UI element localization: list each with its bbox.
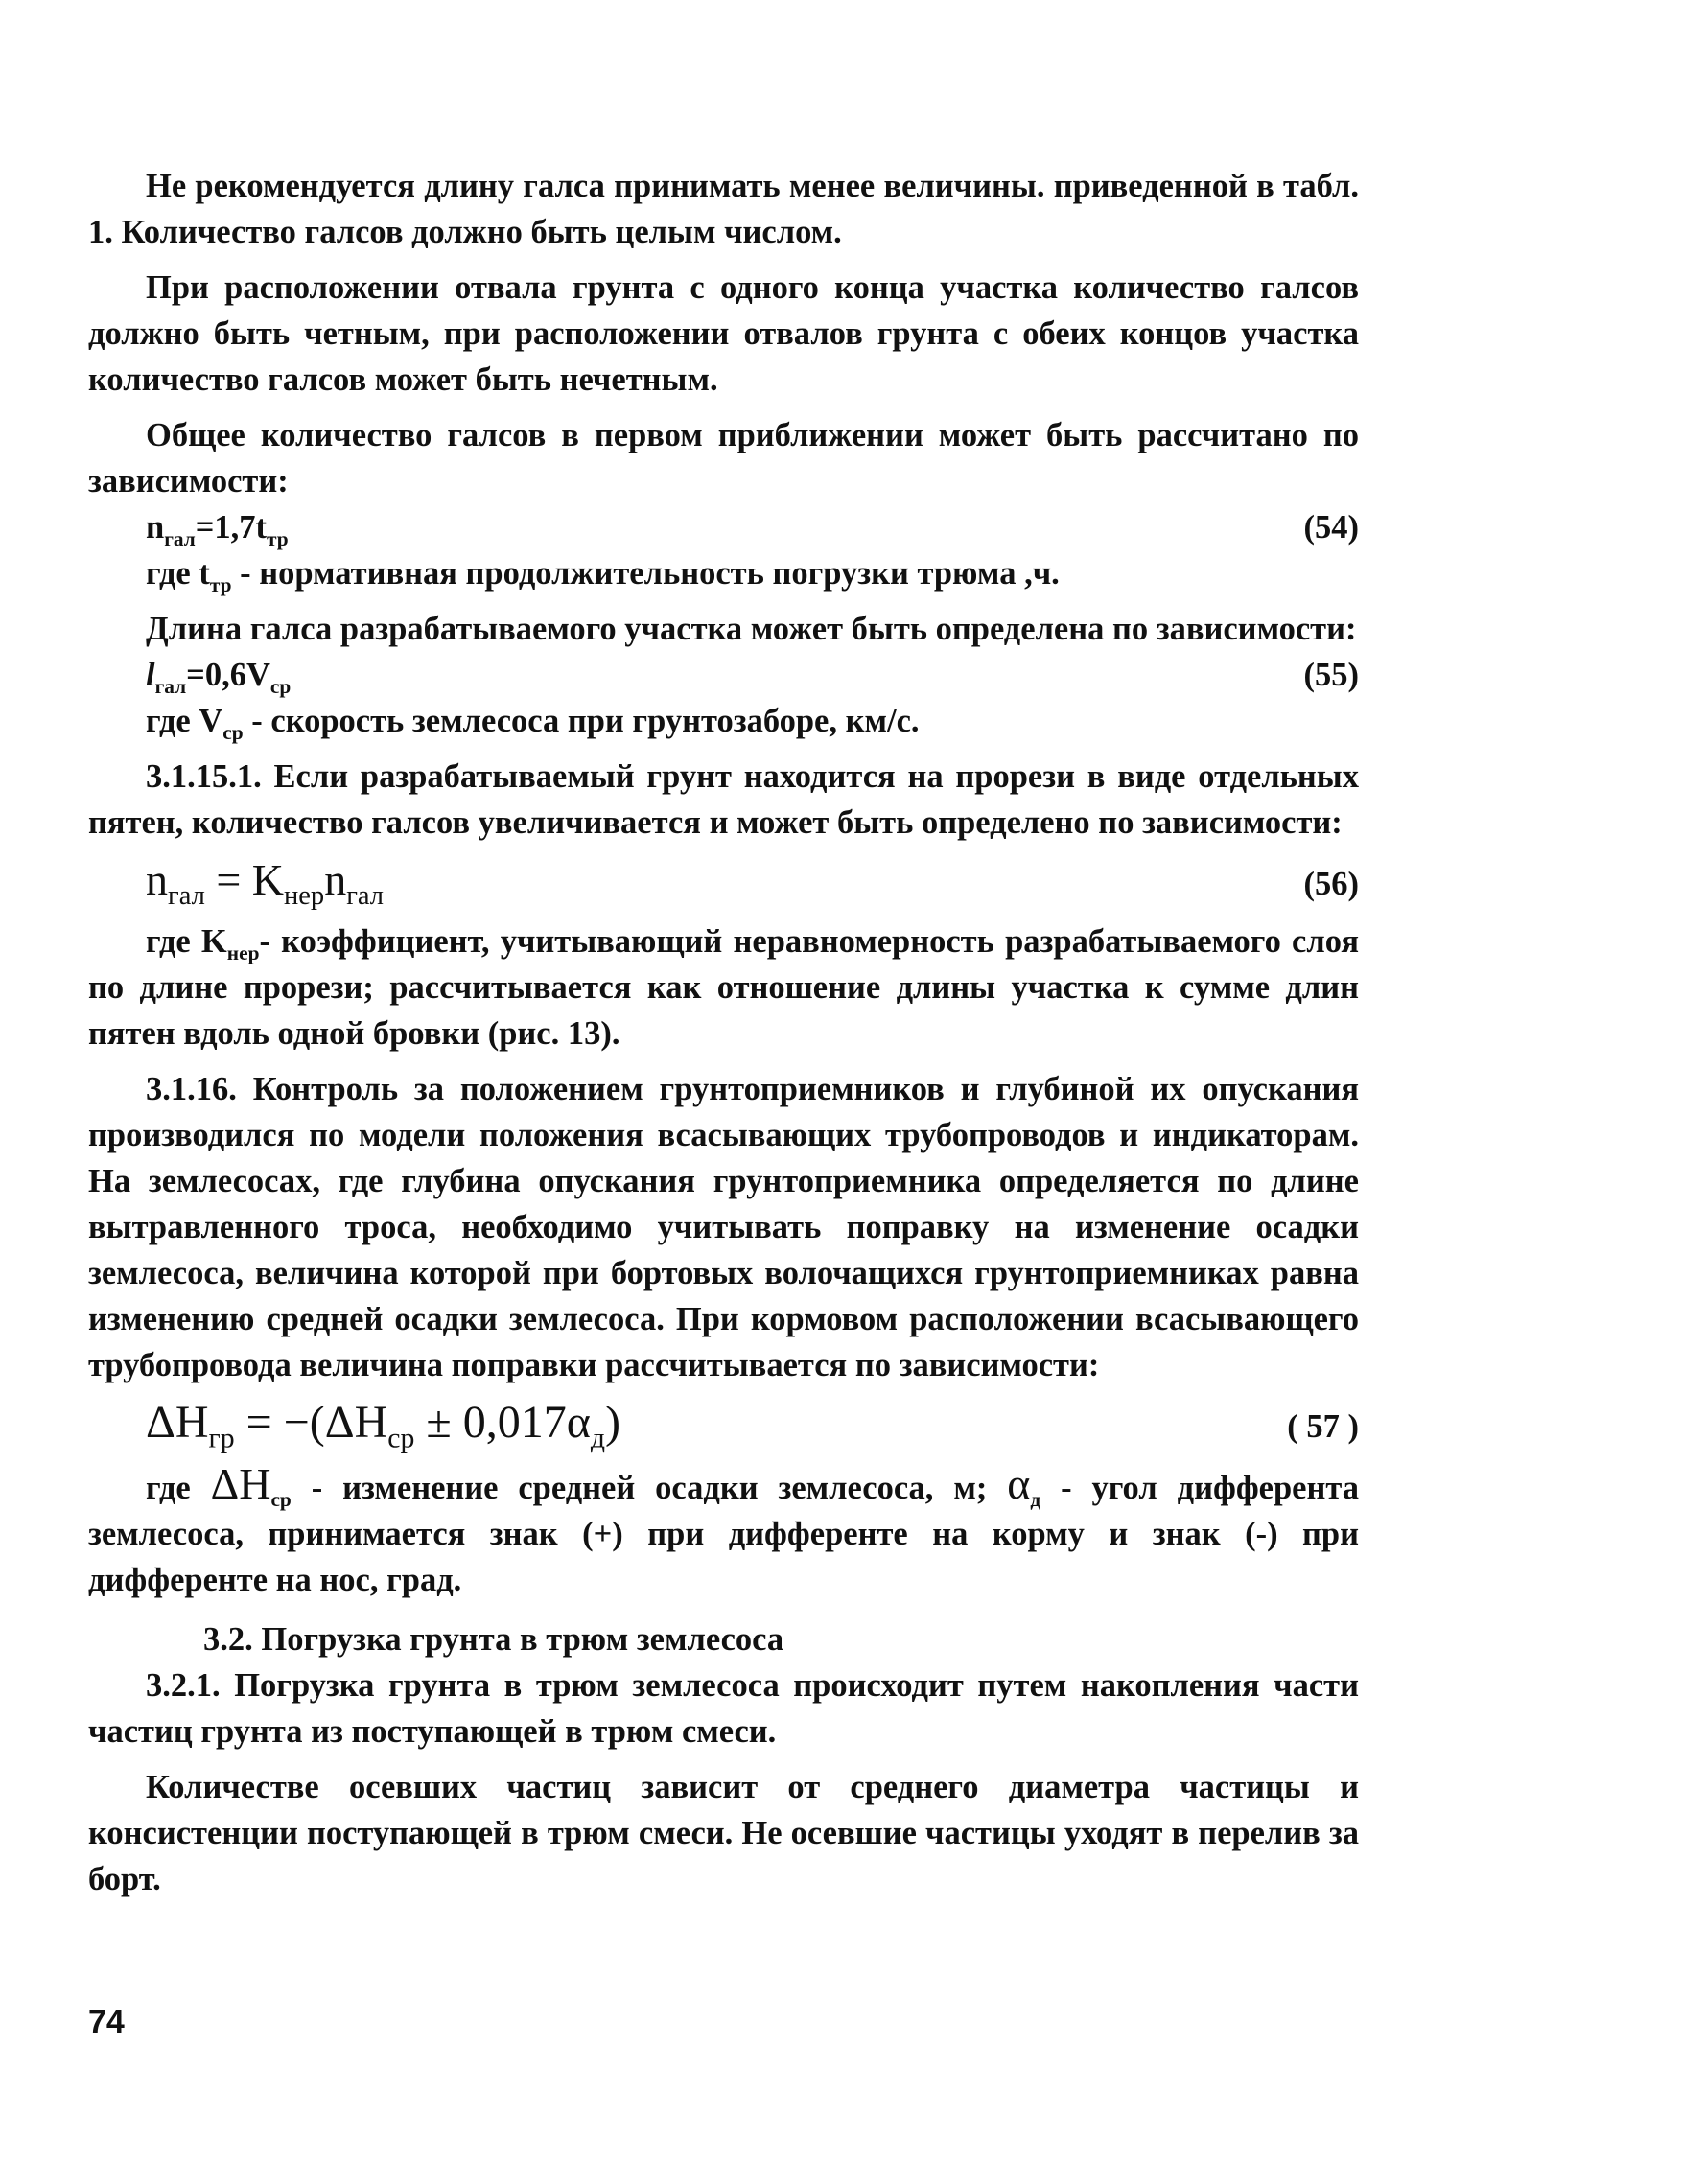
paragraph-1: Не рекомендуется длину галса принимать менее величины. приведенной в табл. 1. Количество галсов должно быть целым числом. (88, 168, 1359, 250)
formula-54-number: (54) (1303, 509, 1359, 546)
paragraph-12: Количестве осевших частиц зависит от среднего диаметра частицы и консистенции поступающей в трюм смеси. Не осевшие частицы уходят в перелив за борт. (88, 1769, 1359, 1897)
formula-55-expr: $l_{гал}=0,6V_{ср}$ (146, 657, 292, 698)
paragraph-4: где $t_{тр}$ - нормативная продолжительность погрузки трюма ,ч. (146, 555, 1060, 596)
formula-57-number: ( 57 ) (1287, 1408, 1359, 1445)
page-number: 74 (88, 2004, 125, 2040)
paragraph-5: Длина галса разрабатываемого участка может быть определена по зависимости: (146, 611, 1357, 647)
body-text (88, 163, 1359, 1902)
paragraph-2: При расположении отвала грунта с одного конца участка количество галсов должно быть четным, при расположении отвалов грунта с обеих концов участка количество галсов может быть нечетным. (88, 269, 1359, 398)
formula-55-number: (55) (1303, 657, 1359, 693)
paragraph-6: где $V_{ср}$ - скорость землесоса при грунтозаборе, км/с. (146, 703, 920, 744)
paragraph-8: где $K_{нер}-$ коэффициент, учитывающий неравномерность разрабатываемого слоя по длине прорези; рассчитывается как отношение длины участка к сумме длин пятен вдоль одной бровки (рис. 13). (88, 923, 1359, 1052)
paragraph-10: где $\Delta H_{ср}$ - изменение средней осадки землесоса, м; $\alpha_д$ - угол дифферента землесоса, принимается знак (+) при дифференте на корму и знак (-) при дифференте на нос, град. (88, 1459, 1359, 1598)
formula-54 (88, 504, 1359, 550)
formula-56 (88, 851, 1359, 913)
formula-56-number: (56) (1303, 866, 1359, 902)
formula-55 (88, 652, 1359, 698)
paragraph-3: Общее количество галсов в первом приближении может быть рассчитано по зависимости: (88, 417, 1359, 500)
paragraph-11: 3.2.1. Погрузка грунта в трюм землесоса происходит путем накопления части частиц грунта из поступающей в трюм смеси. (88, 1667, 1359, 1750)
section-heading: 3.2. Погрузка грунта в трюм землесоса (203, 1621, 784, 1658)
formula-56-expr: $n_{гал} = K_{нер}n_{гал}$ (146, 855, 385, 912)
formula-57-expr: $\Delta H_{гр} = -(\Delta H_{ср} \pm 0,017\alpha_д)$ (146, 1397, 620, 1454)
paragraph-7: 3.1.15.1. Если разрабатываемый грунт находится на прорези в виде отдельных пятен, количество галсов увеличивается и может быть определено по зависимости: (88, 758, 1359, 841)
formula-54-expr: $n_{гал}=1,7t_{тр}$ (146, 509, 289, 550)
formula-57 (88, 1392, 1359, 1457)
paragraph-9: 3.1.16. Контроль за положением грунтоприемников и глубиной их опускания производился по модели положения всасывающих трубопроводов и индикаторам. На землесосах, где глубина опускания грунтоприемника определяется по длине вытравленного троса, необходимо учитывать поправку на изменение осадки землесоса, величина которой при бортовых волочащихся грунтоприемниках равна изменению средней осадки землесоса. При кормовом расположении всасывающего трубопровода величина поправки рассчитывается по зависимости: (88, 1071, 1359, 1383)
